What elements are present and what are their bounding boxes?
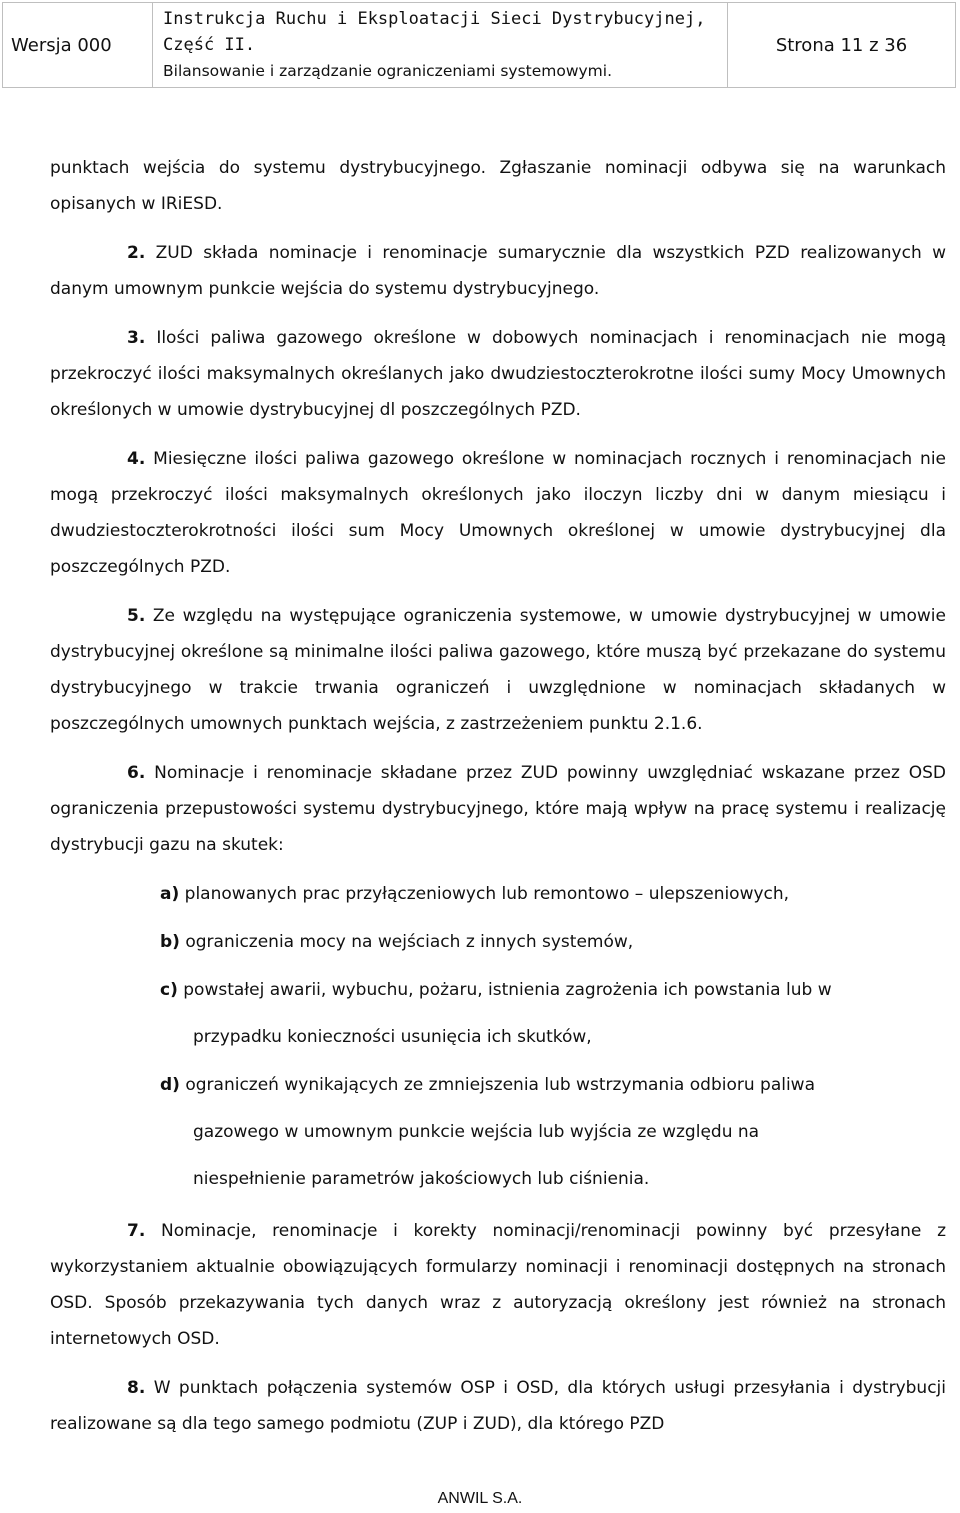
reason-list	[50, 876, 946, 1197]
list-letter: b)	[160, 932, 180, 952]
page-number: Strona 11 z 36	[775, 34, 908, 56]
paragraph-2	[50, 235, 946, 307]
paragraph-text: Ilości paliwa gazowego określone w dobowych nominacjach i renominacjach nie mogą przekroczyć ilości maksymalnych określanych jako dwudziestoczterokrotne ilości sumy Mocy Umownych określonych w umowie dystrybucyjnej dl poszczególnych PZD.	[50, 328, 946, 420]
paragraph-text: Nominacje i renominacje składane przez ZUD powinny uwzględniać wskazane przez OSD ograniczenia przepustowości systemu dystrybucyjnego, które mają wpływ na pracę systemu i realizację dystrybucji gazu na skutek:	[50, 763, 946, 855]
list-text-continued: niespełnienie parametrów jakościowych lub ciśnienia.	[193, 1169, 650, 1189]
document-title-line2: Bilansowanie i zarządzanie ograniczeniami systemowymi.	[163, 62, 613, 80]
list-letter: c)	[160, 980, 178, 1000]
paragraph-7	[50, 1213, 946, 1357]
list-text-continued: przypadku konieczności usunięcia ich skutków,	[193, 1027, 592, 1047]
paragraph-number: 2.	[127, 243, 146, 263]
paragraph-text: W punktach połączenia systemów OSP i OSD, dla których usługi przesyłania i dystrybucji realizowane są dla tego samego podmiotu (ZUP i ZUD), dla którego PZD	[50, 1378, 946, 1434]
continuation-paragraph: punktach wejścia do systemu dystrybucyjnego. Zgłaszanie nominacji odbywa się na warunkach opisanych w IRiESD.	[50, 158, 946, 214]
paragraph-text: Nominacje, renominacje i korekty nominacji/renominacji powinny być przesyłane z wykorzystaniem aktualnie obowiązujących formularzy nominacji i renominacji dostępnych na stronach OSD. Sposób przekazywania tych danych wraz z autoryzacją określony jest również na stronach internetowych OSD.	[50, 1221, 946, 1349]
paragraph-6	[50, 755, 946, 863]
paragraph-number: 3.	[127, 328, 146, 348]
paragraph-number: 8.	[127, 1378, 146, 1398]
paragraph-3	[50, 320, 946, 428]
list-text: planowanych prac przyłączeniowych lub remontowo – ulepszeniowych,	[179, 884, 790, 904]
document-title	[153, 3, 728, 87]
list-text: ograniczenia mocy na wejściach z innych systemów,	[179, 932, 634, 952]
paragraph-number: 5.	[127, 606, 146, 626]
list-item	[50, 1067, 946, 1197]
list-letter: a)	[160, 884, 180, 904]
paragraph-number: 6.	[127, 763, 146, 783]
document-title-line1: Instrukcja Ruchu i Eksploatacji Sieci Dystrybucyjnej, Część II.	[163, 9, 706, 55]
paragraph-text: ZUD składa nominacje i renominacje sumarycznie dla wszystkich PZD realizowanych w danym umownym punkcie wejścia do systemu dystrybucyjnego.	[50, 243, 946, 299]
list-letter: d)	[160, 1075, 180, 1095]
page-footer: ANWIL S.A.	[437, 1490, 523, 1507]
list-text-continued: gazowego w umownym punkcie wejścia lub wyjścia ze względu na	[193, 1122, 760, 1142]
paragraph-number: 4.	[127, 449, 146, 469]
list-text: powstałej awarii, wybuchu, pożaru, istnienia zagrożenia ich powstania lub w	[177, 980, 832, 1000]
paragraph-number: 7.	[127, 1221, 146, 1241]
version-label: Wersja 000	[3, 3, 153, 87]
list-item	[50, 924, 946, 960]
paragraph-text: Ze względu na występujące ograniczenia systemowe, w umowie dystrybucyjnej w umowie dystrybucyjnej określone są minimalne ilości paliwa gazowego, które muszą być przekazane do systemu dystrybucyjnego w trakcie trwania ograniczeń i uwzględnione w nominacjach składanych w poszczególnych umownych punktach wejścia, z zastrzeżeniem punktu 2.1.6.	[50, 606, 946, 734]
paragraph-4	[50, 441, 946, 585]
list-text: ograniczeń wynikających ze zmniejszenia lub wstrzymania odbioru paliwa	[179, 1075, 816, 1095]
paragraph-5	[50, 598, 946, 742]
list-item	[50, 972, 946, 1055]
list-item	[50, 876, 946, 912]
paragraph-8	[50, 1370, 946, 1442]
document-body	[50, 150, 946, 1455]
page-header	[2, 2, 956, 88]
paragraph-text: Miesięczne ilości paliwa gazowego określone w nominacjach rocznych i renominacjach nie mogą przekroczyć ilości maksymalnych określonych jako iloczyn liczby dni w danym miesiącu i dwudziestoczterokrotności ilości sum Mocy Umownych określonej w umowie dystrybucyjnej dla poszczególnych PZD.	[50, 449, 946, 577]
